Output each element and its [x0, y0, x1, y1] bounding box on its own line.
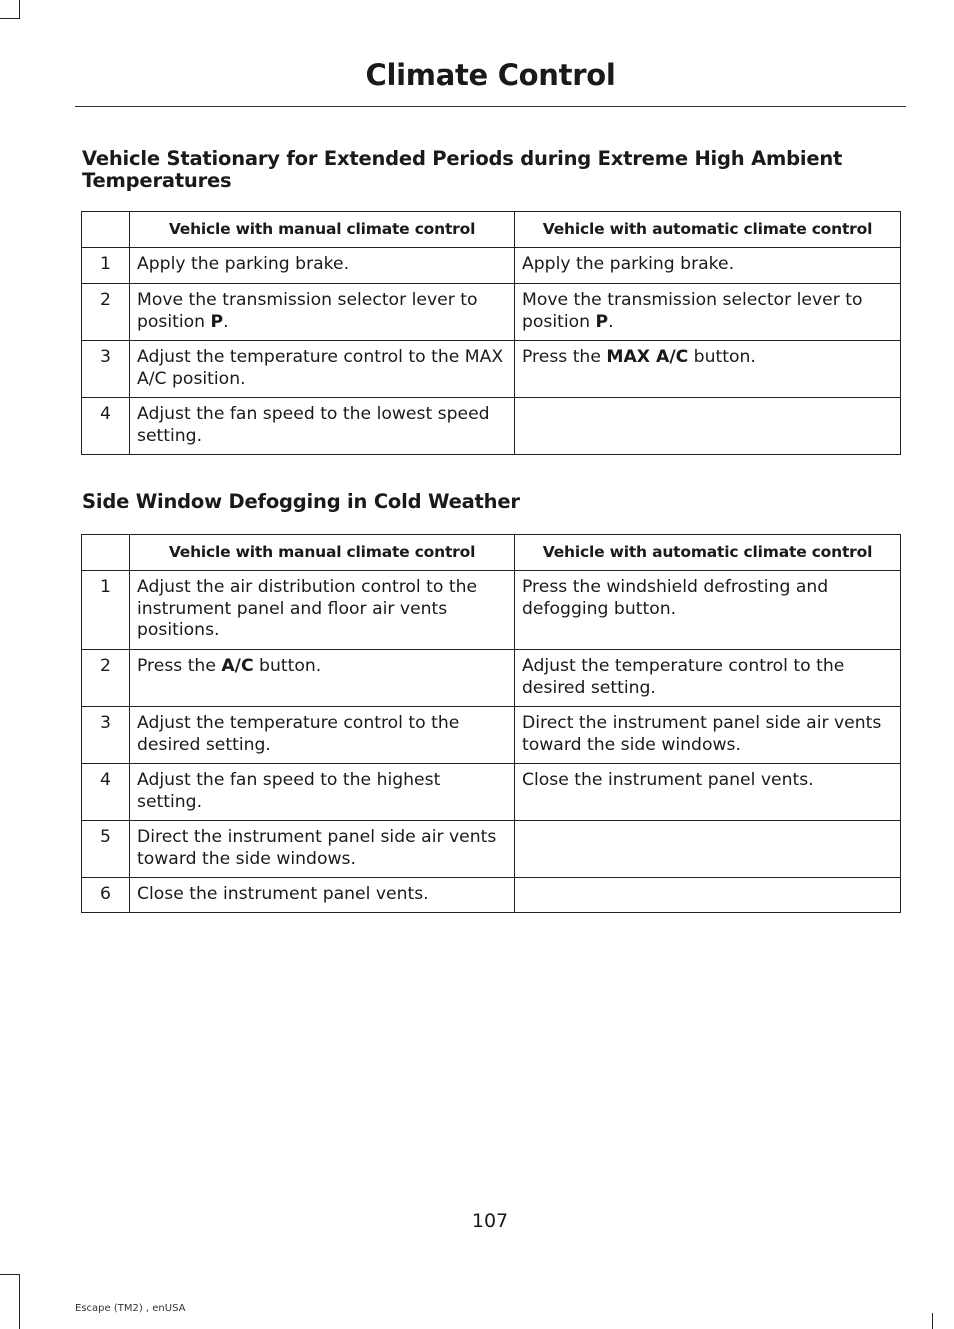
- automatic-step: [515, 398, 901, 455]
- step-text: Press the windshield defrosting and defogging button.: [522, 577, 829, 619]
- section-heading-defogging: Side Window Defogging in Cold Weather: [82, 490, 520, 513]
- column-header-manual: Vehicle with manual climate control: [130, 212, 515, 248]
- automatic-step: [515, 878, 901, 913]
- manual-step: [130, 650, 515, 707]
- step-number: 3: [82, 341, 130, 398]
- table-row: [82, 650, 901, 707]
- step-text: Adjust the fan speed to the lowest speed setting.: [137, 404, 490, 446]
- automatic-step: [515, 248, 901, 284]
- step-text: Press the: [522, 347, 607, 367]
- table-row: [82, 284, 901, 341]
- automatic-step: [515, 284, 901, 341]
- step-text: .: [608, 311, 614, 332]
- manual-step: [130, 248, 515, 284]
- automatic-step: [515, 571, 901, 650]
- column-header-number: [82, 535, 130, 571]
- high-temp-steps-table: [81, 211, 901, 455]
- table-row: [82, 764, 901, 821]
- step-text: Direct the instrument panel side air vents toward the side windows.: [137, 827, 497, 869]
- step-number: 1: [82, 248, 130, 284]
- step-text-bold: P: [595, 311, 609, 332]
- step-text-bold: MAX A/C: [606, 347, 689, 367]
- step-number: 2: [82, 284, 130, 341]
- step-text-bold: A/C: [221, 656, 254, 676]
- defogging-steps-table: [81, 534, 901, 913]
- manual-step: [130, 341, 515, 398]
- section-heading-high-temp: Vehicle Stationary for Extended Periods during Extreme High Ambient Temperatures: [82, 147, 843, 192]
- step-text: Adjust the fan speed to the highest setting.: [137, 770, 441, 812]
- table-row: [82, 707, 901, 764]
- automatic-step: [515, 650, 901, 707]
- table-row: [82, 248, 901, 284]
- step-text: Close the instrument panel vents.: [137, 884, 429, 904]
- step-text: Move the transmission selector lever to position: [522, 290, 863, 332]
- step-text: Move the transmission selector lever to position: [137, 290, 478, 332]
- table-row: [82, 398, 901, 455]
- manual-step: [130, 571, 515, 650]
- step-text: Press the: [137, 656, 222, 676]
- step-text: Apply the parking brake.: [522, 254, 735, 274]
- crop-mark: [932, 1313, 933, 1329]
- step-text: Adjust the temperature control to the MAX A/C position.: [137, 347, 504, 389]
- table-row: [82, 878, 901, 913]
- step-text: Direct the instrument panel side air vents toward the side windows.: [522, 713, 882, 755]
- step-number: 1: [82, 571, 130, 650]
- crop-mark: [0, 1274, 20, 1275]
- manual-step: [130, 707, 515, 764]
- step-number: 3: [82, 707, 130, 764]
- manual-step: [130, 398, 515, 455]
- step-text: Apply the parking brake.: [137, 254, 350, 274]
- column-header-number: [82, 212, 130, 248]
- step-text: button.: [253, 656, 322, 676]
- step-text: Close the instrument panel vents.: [522, 770, 814, 790]
- step-text: Adjust the air distribution control to the instrument panel and floor air vents positions.: [137, 577, 478, 640]
- step-text: Adjust the temperature control to the desired setting.: [137, 713, 460, 755]
- column-header-automatic: Vehicle with automatic climate control: [515, 535, 901, 571]
- page-title: Climate Control: [365, 58, 616, 92]
- automatic-step: [515, 821, 901, 878]
- automatic-step: [515, 764, 901, 821]
- step-number: 4: [82, 764, 130, 821]
- step-number: 6: [82, 878, 130, 913]
- crop-mark: [19, 0, 20, 18]
- column-header-automatic: Vehicle with automatic climate control: [515, 212, 901, 248]
- manual-step: [130, 878, 515, 913]
- manual-step: [130, 821, 515, 878]
- crop-mark: [0, 18, 20, 19]
- table-row: [82, 341, 901, 398]
- crop-mark: [19, 1274, 20, 1329]
- step-text-bold: P: [210, 311, 224, 332]
- footer-document-id: Escape (TM2) , enUSA: [75, 1303, 186, 1314]
- step-text: Adjust the temperature control to the desired setting.: [522, 656, 845, 698]
- automatic-step: [515, 707, 901, 764]
- table-header-row: [82, 535, 901, 571]
- table-header-row: [82, 212, 901, 248]
- table-row: [82, 571, 901, 650]
- step-text: .: [223, 311, 229, 332]
- manual-step: [130, 284, 515, 341]
- step-text: button.: [688, 347, 756, 367]
- table-row: [82, 821, 901, 878]
- step-number: 2: [82, 650, 130, 707]
- manual-step: [130, 764, 515, 821]
- title-divider: [75, 106, 906, 107]
- automatic-step: [515, 341, 901, 398]
- page-number: 107: [471, 1210, 509, 1232]
- column-header-manual: Vehicle with manual climate control: [130, 535, 515, 571]
- step-number: 5: [82, 821, 130, 878]
- step-number: 4: [82, 398, 130, 455]
